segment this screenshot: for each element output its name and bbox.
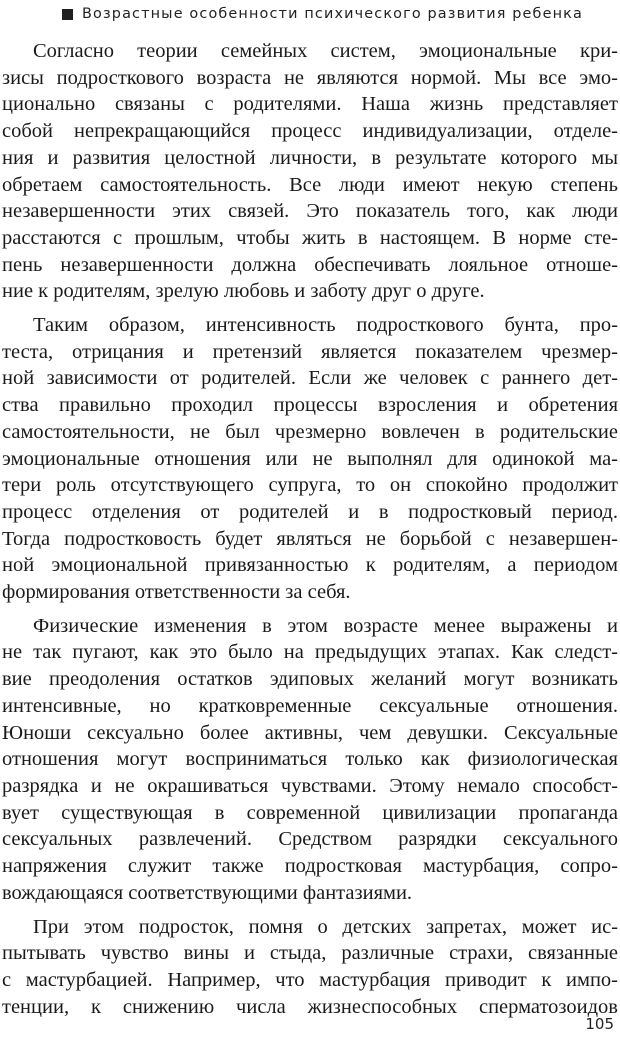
text-line: ния и развития целостной личности, в результате которого мы (2, 146, 618, 169)
square-bullet-icon (62, 9, 73, 20)
text-line: отношения могут восприниматься только как физиологическая (2, 748, 618, 771)
text-line: зисы подросткового возраста не являются нормой. Мы все эмо- (2, 66, 618, 89)
running-header-title: Возрастные особенности психического развития ребенка (82, 6, 583, 22)
text-line: теста, отрицания и претензий является показателем чрезмер- (2, 340, 618, 363)
running-header (62, 2, 618, 26)
paragraph (2, 38, 618, 305)
text-line: незавершенности этих связей. Это показатель того, как люди (2, 200, 618, 223)
page-number: 105 (585, 1015, 614, 1033)
text-line: вует существующая в современной цивилизации пропаганда (2, 801, 618, 824)
text-line: Согласно теории семейных систем, эмоциональные кри- (33, 40, 618, 62)
text-line: Юноши сексуально более активны, чем девушки. Сексуальные (2, 721, 618, 744)
text-line: напряжения служит также подростковая мастурбация, сопро- (2, 855, 618, 878)
text-line: При этом подросток, помня о детских запретах, может ис- (33, 915, 618, 938)
text-line: ной зависимости от родителей. Если же человек с раннего дет- (2, 367, 618, 390)
text-line: обретаем самостоятельность. Все люди имеют некую степень (2, 173, 618, 196)
text-line: вождающаяся соответствующими фантазиями. (2, 881, 413, 904)
text-line: Таким образом, интенсивность подросткового бунта, про- (33, 314, 618, 337)
text-line: ние к родителям, зрелую любовь и заботу друг о друге. (2, 280, 485, 303)
text-line: эмоциональные отношения или не выполнял для одинокой ма- (2, 447, 618, 470)
text-line: собой непрекращающийся процесс индивидуализации, отделе- (2, 120, 618, 143)
paragraph (2, 613, 618, 907)
text-line: ной эмоциональной привязанностью к родителям, а периодом (2, 554, 618, 577)
text-line: пытывать чувство вины и стыда, различные страхи, связанные (2, 942, 618, 965)
text-line: с мастурбацией. Например, что мастурбация приводит к импо- (2, 968, 618, 991)
text-line: процесс отделения от родителей и в подростковый период. (2, 500, 618, 523)
text-line: разрядка и не окрашиваться чувствами. Этому немало способст- (2, 774, 618, 797)
text-line: тери роль отсутствующего супруга, то он спокойно продолжит (2, 474, 618, 497)
text-line: Физические изменения в этом возрасте менее выражены и (33, 614, 618, 637)
text-line: самостоятельности, не был чрезмерно вовлечен в родительские (2, 420, 618, 443)
paragraph (2, 312, 618, 606)
text-line: интенсивные, но кратковременные сексуальные отношения. (2, 694, 618, 717)
text-line: тенции, к снижению числа жизнеспособных сперматозоидов (2, 995, 618, 1018)
text-line: Тогда подростковость будет являться не борьбой с незавершен- (2, 527, 618, 550)
text-line: вие преодоления остатков эдиповых желаний могут возникать (2, 668, 618, 691)
body-text (2, 38, 618, 1027)
text-line: пень незавершенности должна обеспечивать лояльное отноше- (2, 253, 618, 276)
text-line: ства правильно проходил процессы взросления и обретения (2, 394, 618, 417)
text-line: ционально связаны с родителями. Наша жизнь представляет (2, 93, 618, 116)
text-line: расстаются с прошлым, чтобы жить в настоящем. В норме сте- (2, 226, 618, 249)
text-line: формирования ответственности за себя. (2, 581, 351, 604)
text-line: сексуальных развлечений. Средством разрядки сексуального (2, 828, 618, 851)
text-line: не так пугают, как это было на предыдущих этапах. Как следст- (2, 641, 618, 664)
paragraph (2, 914, 618, 1021)
